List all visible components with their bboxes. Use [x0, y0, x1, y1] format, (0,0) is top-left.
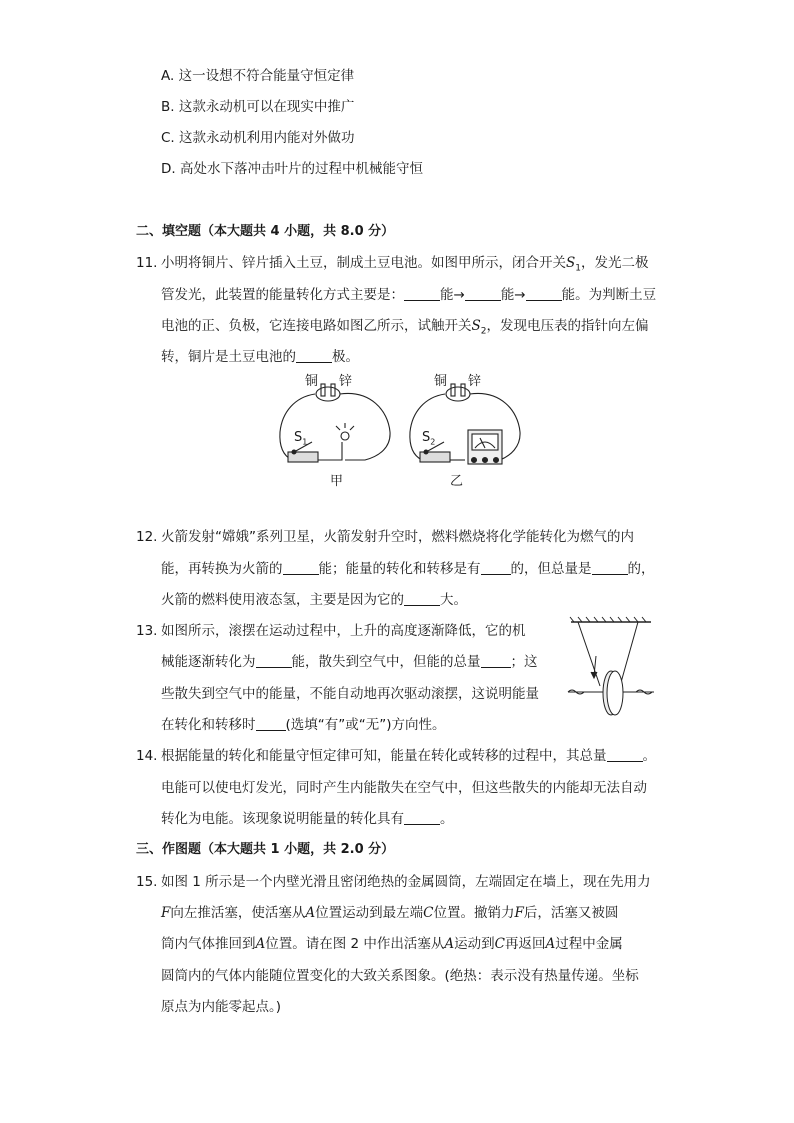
q12-line-1: 火箭发射“嫦娥”系列卫星，火箭发射升空时，燃料燃烧将化学能转化为燃气的内	[161, 529, 634, 545]
question-number: 15.	[136, 874, 158, 890]
answer-blank[interactable]	[296, 348, 332, 363]
q14-line-1: 根据能量的转化和能量守恒定律可知，能量在转化或转移的过程中，其总量 。	[161, 748, 656, 764]
q13-line-1: 如图所示，滚摆在运动过程中，上升的高度逐渐降低，它的机	[161, 623, 526, 639]
option-b: B. 这款永动机可以在现实中推广	[161, 99, 355, 115]
answer-blank[interactable]	[607, 747, 643, 762]
option-c: C. 这款永动机利用内能对外做功	[161, 130, 355, 146]
answer-blank[interactable]	[256, 653, 292, 668]
answer-blank[interactable]	[526, 286, 562, 301]
q15-line-3: 筒内气体推回到A位置。请在图 2 中作出活塞从A运动到C再返回A过程中金属	[161, 936, 623, 952]
answer-blank[interactable]	[256, 716, 286, 731]
label-zinc-right: 锌	[468, 374, 482, 389]
label-zinc-left: 锌	[339, 374, 353, 389]
q15-line-5: 原点为内能零起点。)	[161, 999, 282, 1015]
maxwell-pendulum-figure	[566, 616, 656, 722]
answer-blank[interactable]	[465, 286, 501, 301]
label-copper-right: 铜	[434, 374, 448, 389]
q11-line-2: 管发光，此装置的能量转化方式主要是： 能→ 能→ 能。为判断土豆	[161, 287, 657, 303]
q15-line-1: 如图 1 所示是一个内壁光滑且密闭绝热的金属圆筒，左端固定在墙上，现在先用力	[161, 874, 651, 890]
question-number: 14.	[136, 748, 158, 764]
question-number: 12.	[136, 529, 158, 545]
answer-blank[interactable]	[481, 653, 511, 668]
q14-line-2: 电能可以使电灯发光，同时产生内能散失在空气中，但这些散失的内能却无法自动	[161, 780, 647, 796]
q13-line-3: 些散失到空气中的能量，不能自动地再次驱动滚摆，这说明能量	[161, 686, 539, 702]
answer-blank[interactable]	[481, 560, 511, 575]
q12-line-3: 火箭的燃料使用液态氢，主要是因为它的 大。	[161, 592, 467, 608]
section-title-drawing: 三、作图题（本大题共 1 小题，共 2.0 分）	[136, 842, 395, 857]
label-yi: 乙	[450, 474, 464, 489]
q11-line-3: 电池的正、负极，它连接电路如图乙所示，试触开关$S_2$，发现电压表的指针向左偏	[161, 318, 649, 337]
question-number: 13.	[136, 623, 158, 639]
q15-line-2: F向左推活塞，使活塞从A位置运动到最左端C位置。撤销力F后，活塞又被圆	[161, 905, 619, 921]
q11-line-4: 转，铜片是土豆电池的 极。	[161, 349, 359, 365]
answer-blank[interactable]	[592, 560, 628, 575]
label-jia: 甲	[330, 474, 344, 489]
section-title-fill-in: 二、填空题（本大题共 4 小题，共 8.0 分）	[136, 224, 395, 239]
option-a: A. 这一设想不符合能量守恒定律	[161, 68, 355, 84]
label-copper-left: 铜	[305, 374, 319, 389]
label-switch-s1: $S_1$	[294, 430, 308, 447]
label-switch-s2: $S_2$	[422, 430, 436, 447]
answer-blank[interactable]	[404, 286, 440, 301]
q12-line-2: 能，再转换为火箭的 能；能量的转化和转移是有 的，但总量是 的，	[161, 561, 655, 577]
answer-blank[interactable]	[404, 810, 440, 825]
answer-blank[interactable]	[404, 591, 440, 606]
q15-line-4: 圆筒内的气体内能随位置变化的大致关系图象。(绝热：表示没有热量传递。坐标	[161, 968, 639, 984]
q13-line-4: 在转化和转移时 (选填“有”或“无”)方向性。	[161, 717, 446, 733]
q14-line-3: 转化为电能。该现象说明能量的转化具有 。	[161, 811, 454, 827]
option-d: D. 高处水下落冲击叶片的过程中机械能守恒	[161, 161, 423, 177]
q11-line-1: 小明将铜片、锌片插入土豆，制成土豆电池。如图甲所示，闭合开关$S_1$，发光二极	[161, 255, 649, 274]
q13-line-2: 械能逐渐转化为 能，散失到空气中，但能的总量 ；这	[161, 654, 538, 670]
question-number: 11.	[136, 255, 158, 271]
answer-blank[interactable]	[283, 560, 319, 575]
